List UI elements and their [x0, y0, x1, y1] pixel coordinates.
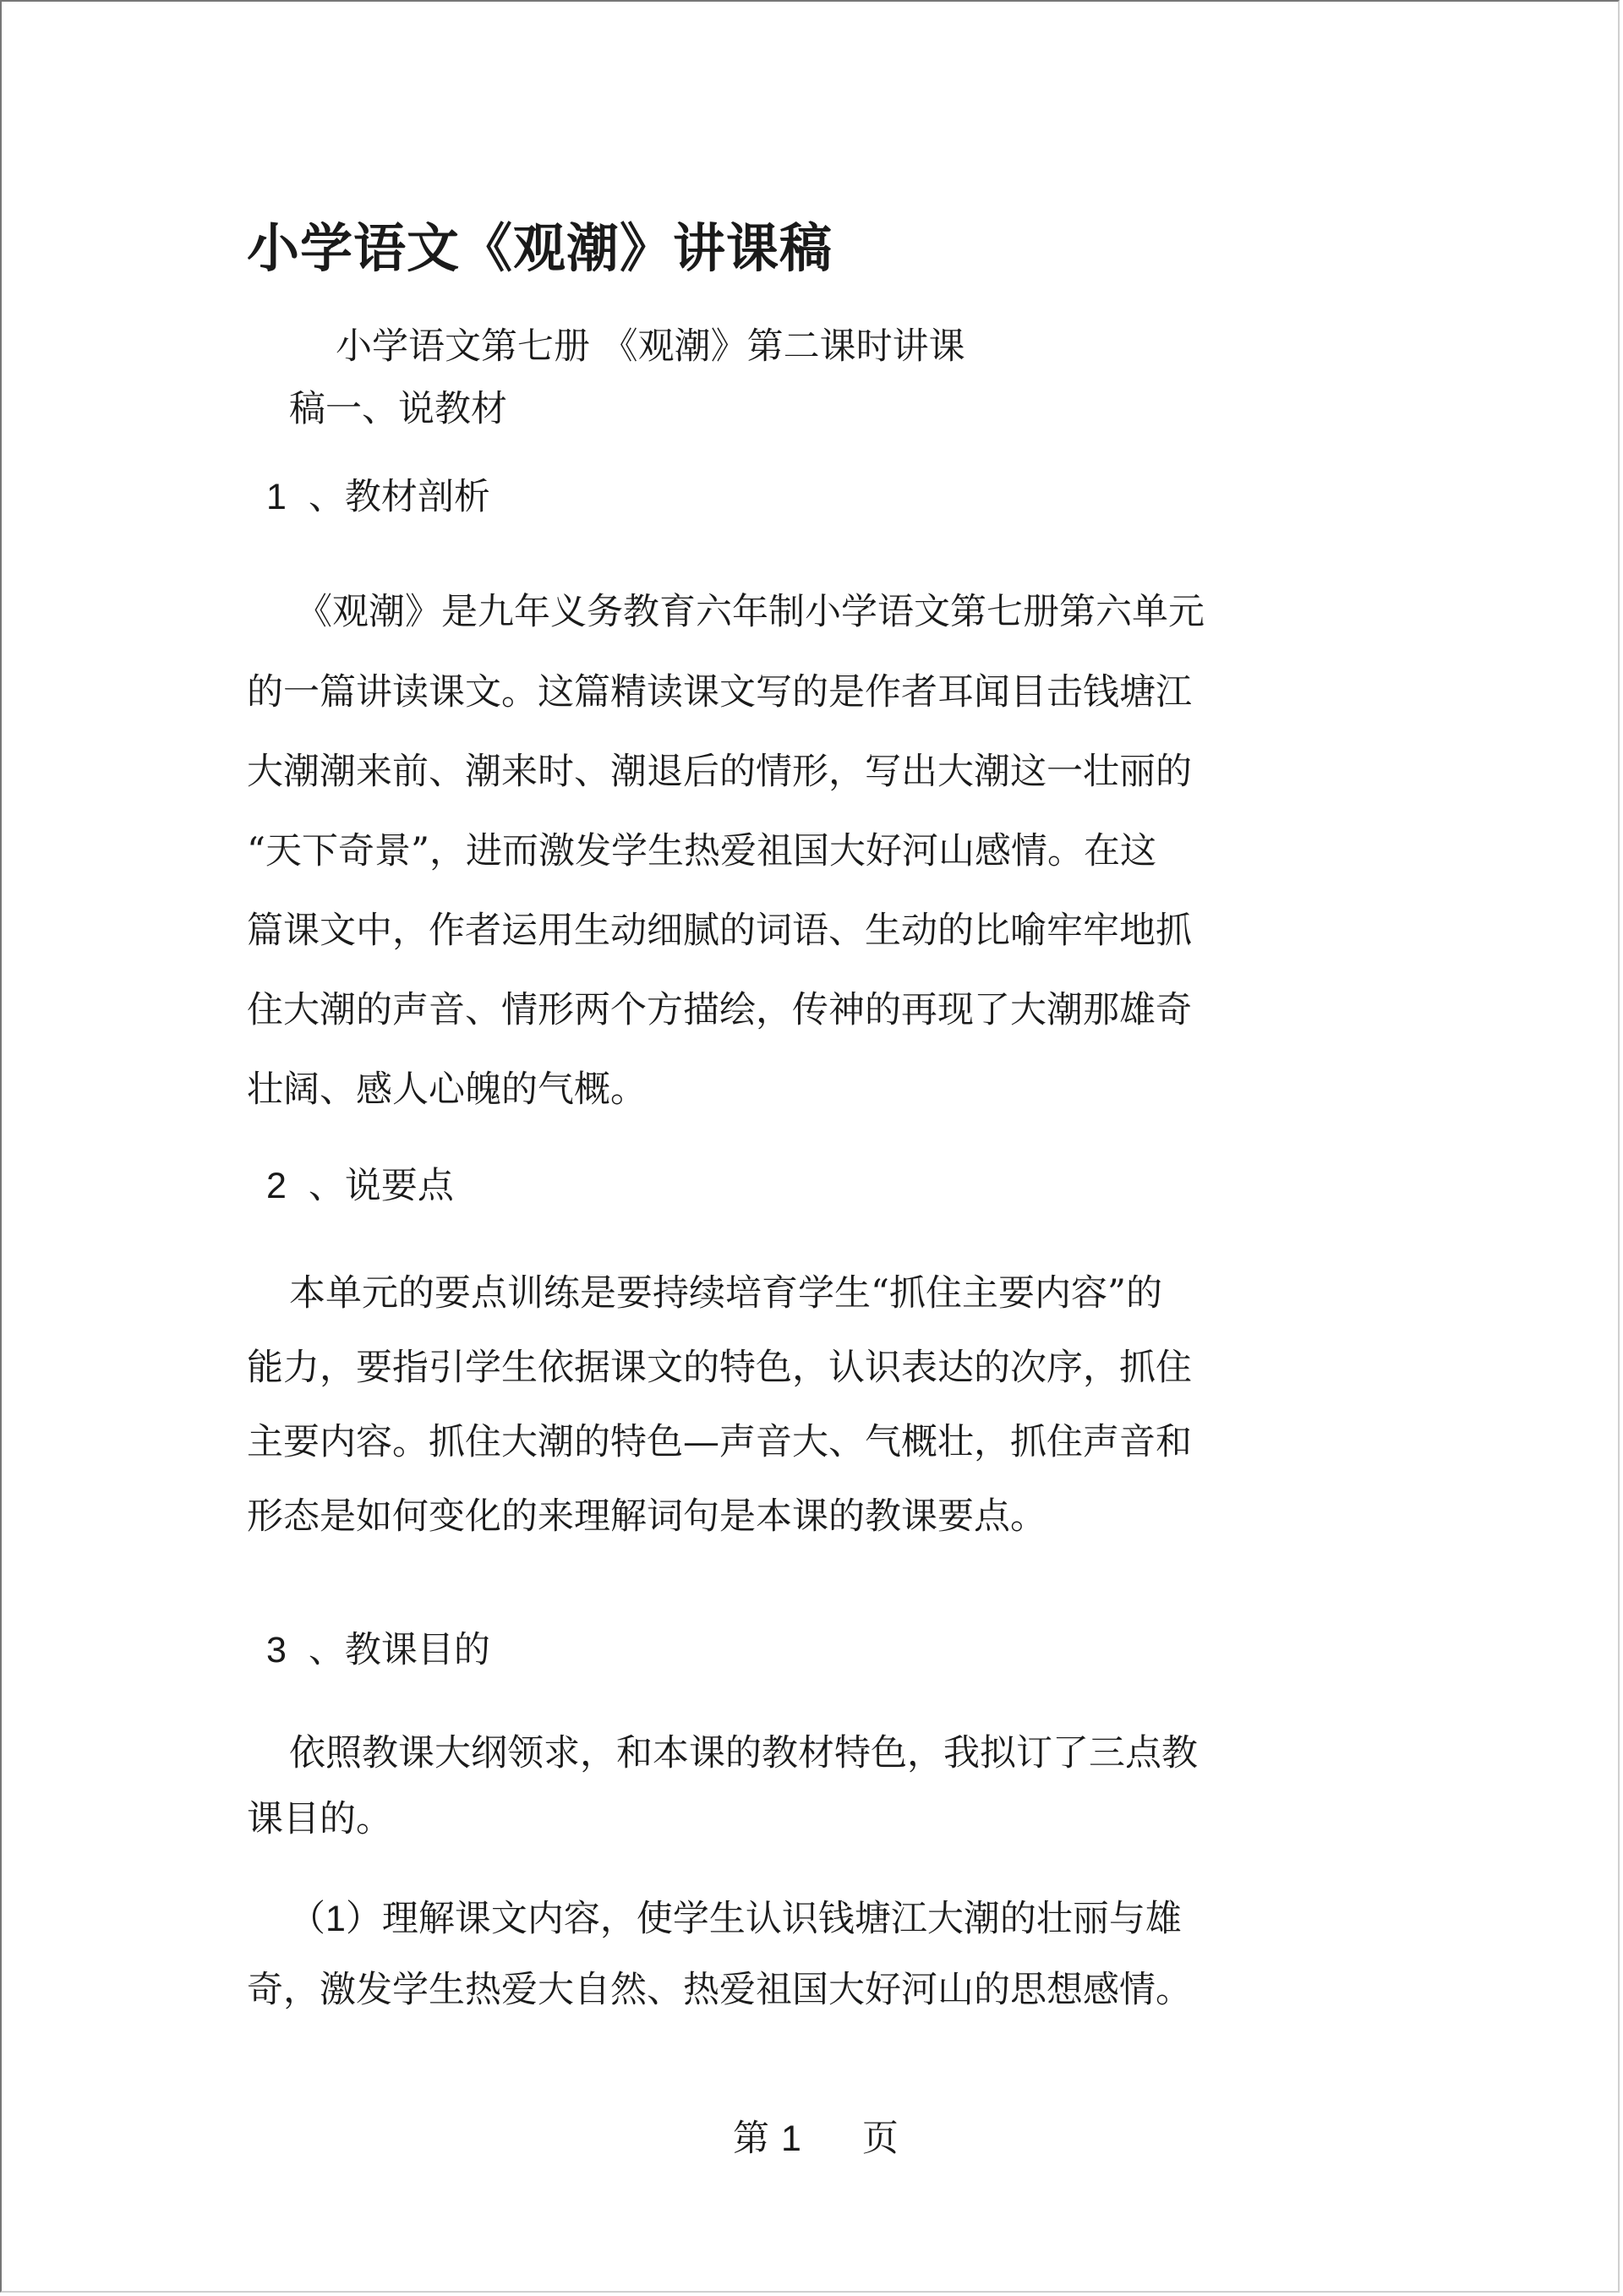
goal-line [289, 1895, 1182, 1943]
subsection-heading-2 [266, 1162, 454, 1210]
paragraph-line: 本单元的要点训练是要持续培育学生“抓住主要内容”的 [289, 1272, 1162, 1315]
footer-suffix: 页 [861, 2118, 899, 2160]
subsection-number: 2 [266, 1166, 287, 1206]
paragraph-line: 能力，要指引学生依据课文的特色，认识表达的次序，抓住 [247, 1347, 1192, 1389]
subsection-number: 3 [266, 1630, 287, 1670]
subsection-label: 、教材剖析 [308, 476, 490, 518]
paragraph-line: 的一篇讲读课文。这篇精读课文写的是作者耳闻目击钱塘江 [247, 671, 1192, 713]
section-heading-textbook: 稿一、说教材 [289, 388, 507, 430]
paragraph-line: “天下奇景”，进而激发学生热爱祖国大好河山感情。在这 [247, 830, 1156, 872]
subsection-label: 、教课目的 [308, 1629, 490, 1671]
footer-prefix: 第 [733, 2118, 769, 2160]
subsection-number: 1 [266, 477, 287, 517]
subsection-heading-3 [266, 1626, 490, 1674]
goal-number: （1） [289, 1899, 382, 1939]
paragraph-line: 主要内容。抓住大潮的特色—声音大、气概壮，抓住声音和 [247, 1421, 1192, 1463]
page-number: 1 [781, 2118, 801, 2159]
paragraph-line: 依照教课大纲领求，和本课的教材特色，我拟订了三点教 [289, 1732, 1198, 1774]
paragraph-line: 课目的。 [247, 1798, 392, 1840]
document-title: 小学语文《观潮》讲课稿 [247, 217, 833, 279]
document-subtitle: 小学语文第七册 《观潮》第二课时讲课 [336, 325, 965, 368]
paragraph-line: 大潮潮来前、潮来时、潮退后的情形，写出大潮这一壮丽的 [247, 751, 1192, 793]
paragraph-line: 住大潮的声音、情形两个方描绘，传神的再现了大潮那雄奇 [247, 989, 1192, 1031]
paragraph-line: 奇，激发学生热爱大自然、热爱祖国大好河山的思想感情。 [247, 1969, 1192, 2011]
goal-text: 理解课文内容，使学生认识钱塘江大潮的壮丽与雄 [381, 1898, 1182, 1940]
paragraph-line: 《观潮》是九年义务教育六年制小学语文第七册第六单元 [296, 591, 1205, 633]
paragraph-line: 形态是如何变化的来理解词句是本课的教课要点。 [247, 1495, 1046, 1538]
subsection-label: 、说要点 [308, 1165, 454, 1207]
subsection-heading-1 [266, 473, 490, 521]
page-footer [733, 2115, 899, 2162]
paragraph-line: 壮阔、感人心魄的气概。 [247, 1069, 647, 1111]
paragraph-line: 篇课文中，作者运用生动细腻的词语、生动的比喻牢牢地抓 [247, 910, 1192, 952]
